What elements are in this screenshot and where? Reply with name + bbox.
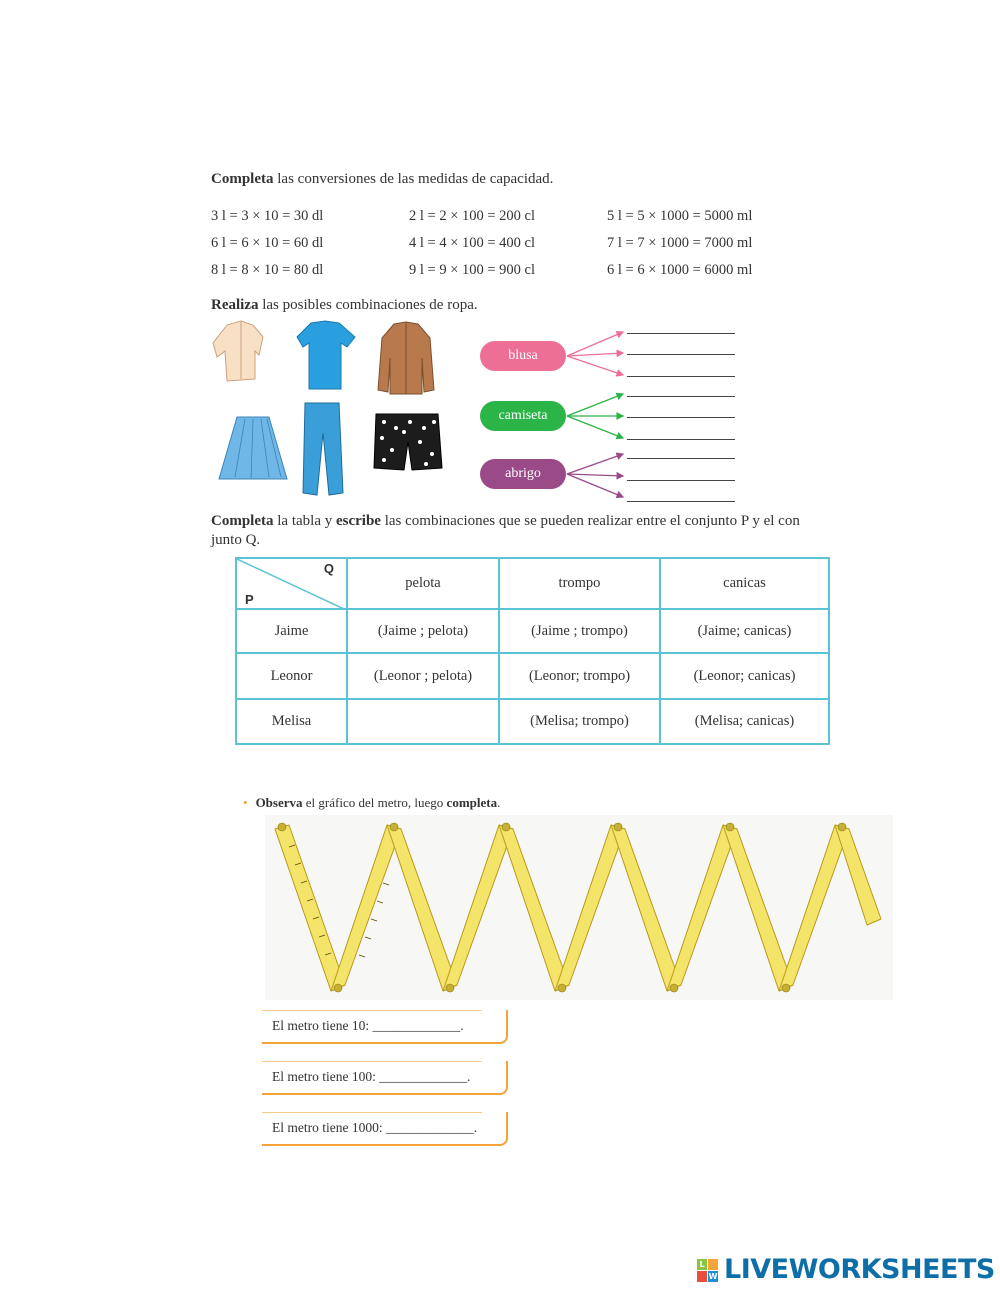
instruction-bold: escribe (335, 513, 381, 529)
conversion-item: 6 l = 6 × 1000 = 6000 ml (607, 262, 753, 278)
answer-line[interactable] (627, 501, 735, 502)
fill-in-text: El metro tiene 1000: _____________. (272, 1120, 478, 1135)
instruction-bold: Completa (211, 513, 274, 529)
abrigo-arrows (567, 454, 623, 497)
table-cell: (Melisa; trompo) (499, 699, 660, 744)
table-cell: (Jaime; canicas) (660, 609, 829, 653)
abrigo-pill (480, 459, 566, 489)
folding-ruler-image (265, 815, 893, 1000)
logo-letter: L (697, 1259, 707, 1270)
liveworksheets-brand: LIVEWORKSHEETS (724, 1254, 995, 1285)
polka-dot-shorts-image (374, 414, 442, 470)
instruction-text: junto Q. (211, 532, 261, 548)
logo-letter: W (708, 1272, 718, 1281)
instruction-text: la tabla y (273, 513, 336, 529)
conversion-item: 9 l = 9 × 100 = 900 cl (409, 262, 536, 278)
table-row (236, 653, 829, 699)
liveworksheets-logo-icon (697, 1259, 719, 1283)
coat-and-shorts-illustrations (368, 318, 448, 478)
table-cell: (Leonor; canicas) (660, 653, 829, 699)
conversions-instruction (211, 171, 553, 188)
table-cell: (Leonor; trompo) (499, 653, 660, 699)
pill-label: blusa (508, 348, 538, 363)
header-cell: trompo (499, 558, 660, 609)
conversion-item: 5 l = 5 × 1000 = 5000 ml (607, 208, 753, 224)
table-cell: (Jaime ; trompo) (499, 609, 660, 653)
combinations-table (235, 557, 830, 745)
header-cell: pelota (347, 558, 499, 609)
table-cell-empty[interactable] (347, 699, 499, 744)
fill-in-box[interactable] (262, 1112, 508, 1146)
pill-label: camiseta (498, 408, 548, 423)
coat-image (378, 322, 434, 394)
jeans-image (303, 403, 343, 495)
bullet: • (243, 795, 248, 810)
blouse-image (213, 321, 263, 381)
answer-line[interactable] (627, 439, 735, 440)
answer-line[interactable] (627, 376, 735, 377)
table-row (236, 699, 829, 744)
instruction-bold: Completa (211, 171, 274, 187)
answer-line[interactable] (627, 354, 735, 355)
answer-line[interactable] (627, 458, 735, 459)
answer-line[interactable] (627, 333, 735, 334)
fill-in-box[interactable] (262, 1010, 508, 1044)
table-instruction (211, 512, 871, 550)
table-row (236, 609, 829, 653)
conversion-item: 4 l = 4 × 100 = 400 cl (409, 235, 536, 251)
header-cell: canicas (660, 558, 829, 609)
camiseta-arrows (567, 394, 623, 438)
answer-line[interactable] (627, 396, 735, 397)
table-cell: (Leonor ; pelota) (347, 653, 499, 699)
row-header-cell: Jaime (236, 609, 347, 653)
conversion-item: 6 l = 6 × 10 = 60 dl (211, 235, 324, 251)
instruction-text: las posibles combinaciones de ropa. (258, 297, 478, 313)
answer-line[interactable] (627, 480, 735, 481)
fill-in-text: El metro tiene 10: _____________. (272, 1018, 464, 1033)
combination-arrows (565, 320, 635, 510)
blusa-arrows (567, 332, 623, 375)
conversion-item: 2 l = 2 × 100 = 200 cl (409, 208, 536, 224)
row-header-cell: Leonor (236, 653, 347, 699)
table-corner-cell (236, 558, 347, 609)
conversion-item: 7 l = 7 × 1000 = 7000 ml (607, 235, 753, 251)
skirt-image (219, 417, 287, 479)
answer-line[interactable] (627, 417, 735, 418)
fill-in-text: El metro tiene 100: _____________. (272, 1069, 471, 1084)
conversion-item: 3 l = 3 × 10 = 30 dl (211, 208, 324, 224)
instruction-text: las conversiones de las medidas de capacidad. (273, 171, 554, 187)
logo-block (708, 1259, 718, 1270)
conversion-item: 8 l = 8 × 10 = 80 dl (211, 262, 324, 278)
corner-p-label: P (245, 592, 254, 607)
instruction-bold: Realiza (211, 297, 259, 313)
pill-label: abrigo (505, 466, 541, 481)
blusa-pill (480, 341, 566, 371)
table-cell: (Jaime ; pelota) (347, 609, 499, 653)
instruction-bold: completa (446, 795, 498, 810)
clothes-instruction (211, 297, 478, 314)
clothes-illustrations (205, 315, 365, 505)
instruction-text: el gráfico del metro, luego (302, 795, 447, 810)
instruction-bold: Observa (255, 795, 303, 810)
logo-block (697, 1271, 707, 1282)
tshirt-image (297, 321, 355, 389)
instruction-text: las combinaciones que se pueden realizar entre el conjunto P y el con (380, 513, 800, 529)
camiseta-pill (480, 401, 566, 431)
corner-q-label: Q (323, 561, 334, 576)
instruction-text: . (497, 795, 501, 810)
ruler-instruction (243, 795, 500, 811)
fill-in-box[interactable] (262, 1061, 508, 1095)
table-cell: (Melisa; canicas) (660, 699, 829, 744)
row-header-cell: Melisa (236, 699, 347, 744)
